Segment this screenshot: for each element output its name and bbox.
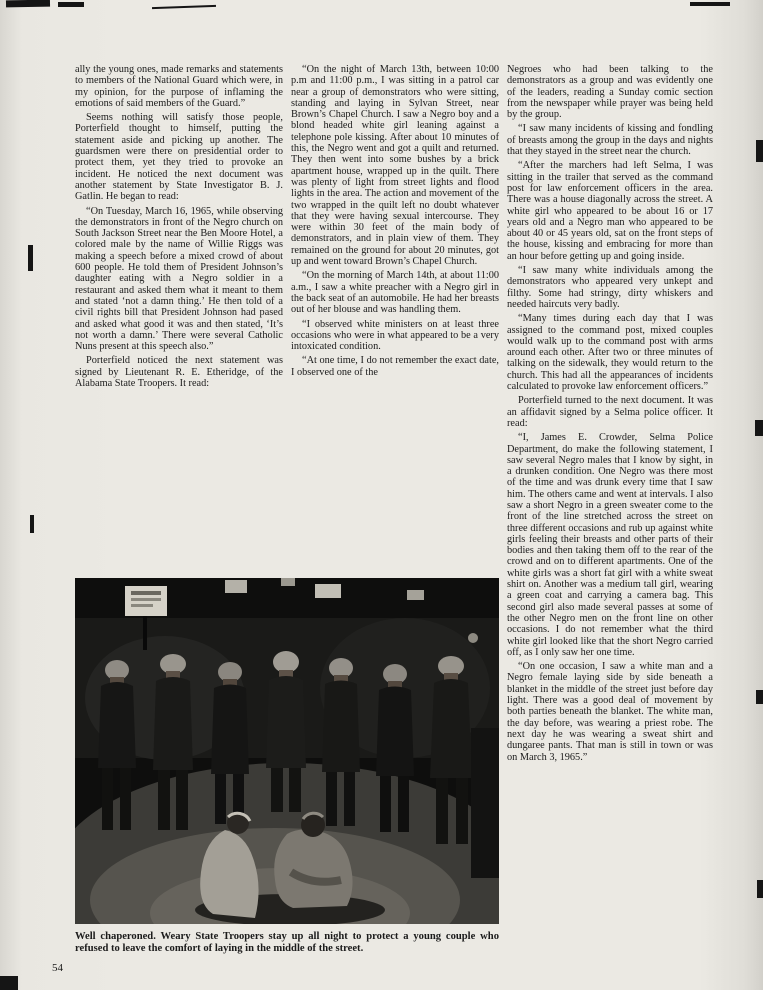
trooper-silhouette-edge [471, 728, 499, 878]
scan-artifact [690, 2, 730, 6]
paragraph: “At one time, I do not remember the exact date, I observed one of the [291, 355, 499, 378]
text-column-1 [75, 64, 283, 392]
paragraph: ally the young ones, made remarks and statements to members of the National Guard which were, in my opinion, for the purpose of inflaming the emotions of said members of the Guard.” [75, 64, 283, 109]
scan-artifact [58, 2, 84, 7]
scan-artifact [152, 5, 216, 9]
troopers-night-photo [75, 578, 499, 924]
paragraph: “I saw many incidents of kissing and fondling of breasts among the group in the days and nights that they stayed in the street near the church. [507, 123, 713, 158]
scan-artifact [756, 690, 763, 704]
paragraph: Seems nothing will satisfy those people, Porterfield thought to himself, putting the statement aside and picking up another. The guardsmen were there on presidential order to protect them, yet they tried to provoke an incident. He noticed the next document was another statement by State Investigator B. J. Gatlin. He began to read: [75, 112, 283, 203]
background-sign [407, 590, 424, 600]
paragraph: “On the morning of March 14th, at about 11:00 a.m., I saw a white preacher with a Negro girl in the back seat of an automobile. He had her breasts out of her blouse and was handling them. [291, 270, 499, 316]
background-sign [281, 578, 295, 586]
scan-artifact [755, 420, 763, 436]
paragraph: Porterfield turned to the next document. It was an affidavit signed by a Selma police officer. It read: [507, 395, 713, 429]
paragraph: “On Tuesday, March 16, 1965, while observing the demonstrators in front of the Negro church on South Jackson Street near the Ben Moore Hotel, a colored male by the name of Willie Riggs was making a speech before a mixed crowd of about 600 people. He told them of President Johnson’s daughter eating with a Negro soldier in a restaurant and asked them what it meant to them and stated ‘not a damn thing.’ He then told of a civil rights bill that President Johnson had pased and asked what good it was and then stated, ‘It’s not worth a damn.’ There were several Catholic Nuns present at this speech also.” [75, 205, 283, 353]
photo-caption: Well chaperoned. Weary State Troopers stay up all night to protect a young couple who refused to leave the comfort of laying in the middle of the street. [75, 931, 499, 954]
text-column-3 [507, 64, 713, 766]
paragraph: Negroes who had been talking to the demonstrators as a group and was evidently one of the leaders, reading a Sunday comic section from the newspaper while prayer was being held by the group. [507, 64, 713, 121]
troopers-night-photo-image [75, 578, 499, 924]
text-column-2 [291, 64, 499, 381]
paragraph: Porterfield noticed the next statement was signed by Lieutenant R. E. Etheridge, of the Alabama State Troopers. It read: [75, 355, 283, 390]
scan-artifact [757, 880, 763, 898]
paragraph: “I, James E. Crowder, Selma Police Department, do make the following statement, I saw several Negro males that I know by sight, in a drunken condition. One Negro was there most of the time and was drunk every time that I saw him. The others came and went at intervals. I also saw a short Negro in a green sweater come to the front of the line stretched across the street on three different occasions and rub up against white girls feeling their breasts and other parts of their bodies and then taking them off to the rear of the crowd and on to different apartments. One of the white girls was a short fat girl with a white sweat shirt on. Another was a medium tall girl, wearing a green coat and carrying a camera bag. This second girl also made several passes at some of the other Negro men on the front line on other occasions. I do not remember what the third white girl looked like that the short Negro carried off, as I only saw her one time. [507, 432, 713, 658]
background-sign [225, 580, 247, 593]
scan-artifact [0, 976, 18, 990]
scan-artifact [756, 140, 763, 162]
scan-artifact [6, 0, 50, 7]
street-light [468, 633, 478, 643]
paragraph: “After the marchers had left Selma, I was sitting in the trailer that served as the command post for law enforcement officers in the area. There was a house diagonally across the street. A white girl who appeared to be about 16 or 17 years old and a Negro man who appeared to be about 40 or 45 years old, sat on the front steps of the house, kissing and embracing for more than an hour before getting up and going inside. [507, 160, 713, 262]
page-number: 54 [52, 962, 63, 974]
paragraph: “I saw many white individuals among the demonstrators who appeared very unkept and filthy. Some had stringy, dirty whiskers and needed haircuts very badly. [507, 265, 713, 310]
scan-artifact [30, 515, 34, 533]
scan-artifact [28, 245, 33, 271]
paragraph: “On the night of March 13th, between 10:00 p.m and 11:00 p.m., I was sitting in a patrol car near a group of demonstrators who were sitting, standing and laying in Sylvan Street, near Brown’s Chapel Church. I saw a Negro boy and a blond headed white girl leaning against a telephone pole kissing. After about 10 minutes of this, the Negro went and got a quilt and returned. They then went into some bushes by a brick apartment house, wrapped up in the quilt. There was plenty of light from street lights and flood lights in the area. The action and movement of the two wrapped in the quilt left no doubt whatever that they were having sexual intercourse. They were within 30 feet of the main body of demonstrators, and in plain view of them. They remained on the ground for about 20 minutes, got up and went toward Brown’s Chapel Church. [291, 64, 499, 268]
paragraph: “I observed white ministers on at least three occasions who were in what appeared to be a very intoxicated condition. [291, 318, 499, 353]
paragraph: “On one occasion, I saw a white man and a Negro female laying side by side beneath a blanket in the middle of the street just before day light. There was a good deal of movement by both parties beneath the blanket. The white man, the day before, was wearing a priest robe. The next day he was wearing a sweat shirt and dungaree pants. That man is still in town or was on March 3, 1965.” [507, 661, 713, 763]
background-sign [315, 584, 341, 598]
paragraph: “Many times during each day that I was assigned to the command post, mixed couples would walk up to the command post with arms around each other. After two or three minutes of talking on the sidewalk, they would return to the church. This had all the appearances of incidents calculated to provoke law enforcement officers.” [507, 313, 713, 393]
